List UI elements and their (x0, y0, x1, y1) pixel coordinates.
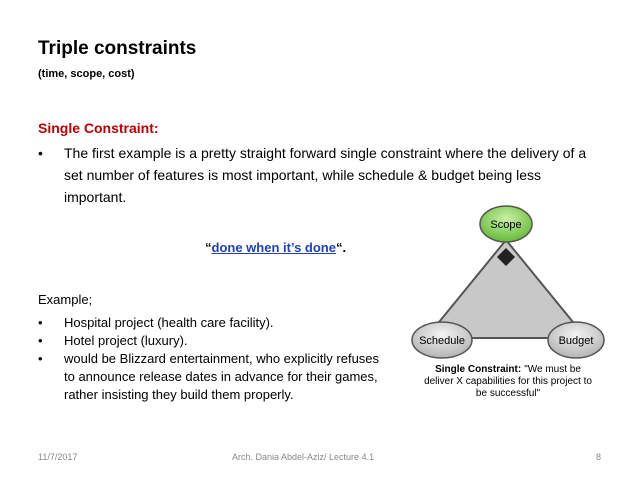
slide-subtitle: (time, scope, cost) (38, 68, 135, 80)
quote-open: “ (205, 240, 212, 255)
bullet-dot: • (38, 145, 43, 161)
footer-lecture: Arch. Dania Abdel-Aziz/ Lecture 4.1 (232, 452, 375, 462)
caption-line3: be successful" (475, 388, 541, 399)
section-heading: Single Constraint: (38, 120, 159, 136)
budget-label: Budget (558, 335, 594, 347)
diagram-caption-line1 (435, 364, 581, 375)
scope-label: Scope (490, 219, 522, 231)
schedule-label: Schedule (419, 335, 465, 347)
footer-page-number: 8 (596, 452, 602, 462)
quote-line (205, 240, 346, 255)
footer-date: 11/7/2017 (38, 452, 78, 462)
done-when-done-link[interactable]: done when it’s done (211, 240, 336, 255)
triple-constraint-diagram (398, 200, 618, 410)
example-item: • Hospital project (health care facility). (38, 314, 388, 332)
example-item: • Hotel project (luxury). (38, 332, 388, 350)
example-heading: Example; (38, 292, 93, 307)
caption-bold: Single Constraint: (435, 364, 522, 375)
caption-line1: "We must be (524, 364, 581, 375)
example-item: • would be Blizzard entertainment, who explicitly refuses to announce release dates in advance for their games, rather insisting they build them properly. (38, 350, 388, 404)
slide-title: Triple constraints (38, 38, 197, 59)
quote-close: “. (335, 240, 347, 255)
bullet-text: The first example is a pretty straight forward single constraint where the delivery of a set number of features is most important, while schedule & budget being less important. (64, 145, 587, 205)
caption-line2: deliver X capabilities for this project to (424, 376, 592, 387)
bullet-paragraph (38, 142, 598, 208)
example-list (38, 314, 388, 404)
